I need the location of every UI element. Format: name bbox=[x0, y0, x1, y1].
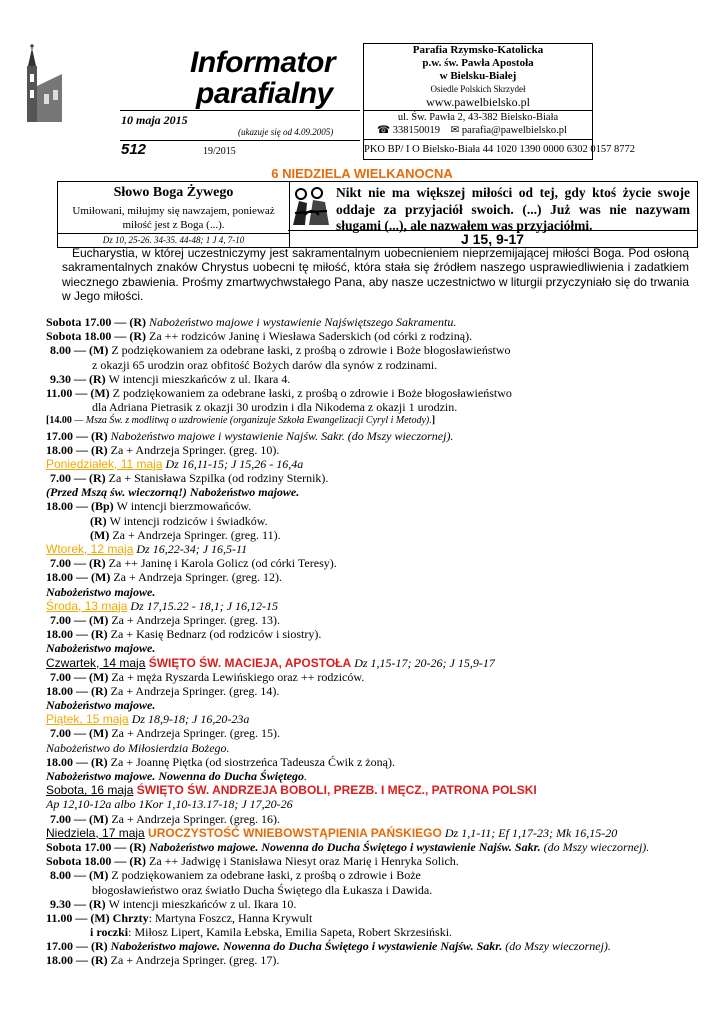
sunday-title: 6 NIEDZIELA WIELKANOCNA bbox=[271, 166, 453, 181]
list-item: Sobota 18.00 — (R) Za ++ Jadwigę i Stanisława Niesyt oraz Marię i Henryka Solich. bbox=[46, 854, 459, 869]
list-item: 18.00 — (R) Za + Kasię Bednarz (od rodziców i siostry). bbox=[46, 627, 322, 642]
gospel-quote: Nikt nie ma większej miłości od tej, gdy ktoś życie swoje oddaje za przyjaciół swoich. (...) Już was nie nazywam sługami (...), ale nazwałem was przyjaciółmi. bbox=[336, 185, 690, 233]
list-item: 11.00 — (M) Chrzty: Martyna Foszcz, Hanna Krywult bbox=[46, 910, 313, 925]
list-item: (M) Za + Andrzeja Springer. (greg. 11). bbox=[90, 527, 281, 542]
list-item: 7.00 — (M) Za + Andrzeja Springer. (greg. 13). bbox=[50, 612, 281, 627]
list-item: (R) W intencji rodziców i świadków. bbox=[90, 513, 268, 528]
list-item: Nabożeństwo majowe. bbox=[46, 641, 156, 656]
bank-account: PKO BP/ I O Bielsko-Biała 44 1020 1390 0000 6302 0157 8772 bbox=[363, 139, 593, 160]
word-of-god-box bbox=[57, 181, 290, 248]
bulletin-title-line1: Informator bbox=[190, 46, 335, 79]
list-item: 8.00 — (M) Z podziękowaniem za odebrane łaski, z prośbą o zdrowie i Boże bbox=[50, 868, 421, 883]
published-since: (ukazuje się od 4.09.2005) bbox=[238, 127, 334, 137]
list-item: 18.00 — (R) Za + Joannę Piętka (od siostrzeńca Tadeusza Ćwik z żoną). bbox=[46, 754, 395, 769]
list-item: 7.00 — (R) Za ++ Janinę i Karola Golicz (od córki Teresy). bbox=[50, 556, 337, 571]
day-heading-thursday: Czwartek, 14 maja ŚWIĘTO ŚW. MACIEJA, APOSTOŁA Dz 1,15-17; 20-26; J 15,9-17 bbox=[46, 655, 495, 670]
list-item: i roczki: Miłosz Lipert, Kamila Łebska, Emilia Sapeta, Robert Skrzesiński. bbox=[90, 925, 453, 940]
issue-date: 10 maja 2015 bbox=[121, 113, 188, 127]
parish-email[interactable]: parafia@pawelbielsko.pl bbox=[461, 125, 567, 136]
header-divider bbox=[120, 110, 360, 111]
list-item: Nabożeństwo majowe. bbox=[46, 584, 156, 599]
issue-number: 512 bbox=[121, 141, 147, 158]
list-item: 8.00 — (M) Z podziękowaniem za odebrane łaski, z prośbą o zdrowie i Boże błogosławieństwo bbox=[50, 343, 511, 358]
mass-schedule bbox=[46, 315, 706, 968]
parish-address: ul. Św. Pawła 2, 43-382 Bielsko-Biała bbox=[397, 112, 559, 123]
word-of-god-title: Słowo Boga Żywego bbox=[113, 185, 234, 200]
list-item: z okazji 65 urodzin oraz obfitość Bożych darów dla synów z rodzinami. bbox=[92, 357, 438, 372]
list-item: 18.00 — (R) Za + Andrzeja Springer. (greg. 14). bbox=[46, 683, 280, 698]
day-heading-saturday: Sobota, 16 maja ŚWIĘTO ŚW. ANDRZEJA BOBOLI, PREZB. I MĘCZ., PATRONA POLSKI bbox=[46, 783, 537, 798]
list-item: 7.00 — (M) Za + Andrzeja Springer. (greg. 16). bbox=[50, 811, 281, 826]
bulletin-title-line2: parafialny bbox=[196, 77, 333, 110]
list-item: 7.00 — (M) Za + męża Ryszarda Lewińskiego oraz ++ rodziców. bbox=[50, 669, 365, 684]
email-icon: ✉ bbox=[450, 125, 460, 136]
list-item: (Przed Mszą św. wieczorną!) Nabożeństwo majowe. bbox=[46, 485, 300, 500]
list-item: 18.00 — (M) Za + Andrzeja Springer. (greg. 12). bbox=[46, 570, 283, 585]
list-item: 7.00 — (R) Za + Stanisława Szpilka (od rodziny Sternik). bbox=[50, 471, 329, 486]
list-item: dla Adriana Pietrasik z okazji 30 urodzin i dla Nikodema z okazji 1 urodzin. bbox=[92, 400, 458, 415]
parish-city: w Bielsku-Białej bbox=[439, 70, 517, 82]
parish-patron: p.w. św. Pawła Apostoła bbox=[422, 57, 534, 69]
parish-phone: 338150019 bbox=[392, 125, 440, 136]
day-heading-friday: Piątek, 15 maja Dz 18,9-18; J 16,20-23a bbox=[46, 712, 250, 727]
day-heading-monday: Poniedziałek, 11 maja Dz 16,11-15; J 15,26 - 16,4a bbox=[46, 456, 304, 471]
list-item: 18.00 — (Bp) W intencji bierzmowańców. bbox=[46, 499, 252, 514]
list-item: 11.00 — (M) Z podziękowaniem za odebrane łaski, z prośbą o zdrowie i Boże błogosławieństwo bbox=[46, 385, 512, 400]
parish-info-box bbox=[363, 43, 593, 111]
list-item: Ap 12,10-12a albo 1Kor 1,10-13.17-18; J 17,20-26 bbox=[46, 797, 293, 812]
list-item: Sobota 17.00 — (R) Nabożeństwo majowe i wystawienie Najświętszego Sakramentu. bbox=[46, 315, 457, 329]
day-heading-wednesday: Środa, 13 maja Dz 17,15.22 - 18,1; J 16,12-15 bbox=[46, 598, 279, 613]
header-divider bbox=[120, 140, 360, 141]
list-item: 7.00 — (M) Za + Andrzeja Springer. (greg. 15). bbox=[50, 726, 281, 741]
list-item: Sobota 17.00 — (R) Nabożeństwo majowe. Nowenna do Ducha Świętego i wystawienie Najśw. Sakr. (do Mszy wieczornej). bbox=[46, 839, 650, 854]
list-item: błogosławieństwo oraz światło Ducha Świętego dla Łukasza i Dawida. bbox=[92, 882, 433, 897]
list-item: Nabożeństwo do Miłosierdzia Bożego. bbox=[46, 740, 230, 755]
parish-website[interactable]: www.pawelbielsko.pl bbox=[426, 95, 530, 109]
readings-reference: Dz 10, 25-26. 34-35. 44-48; 1 J 4, 7-10 bbox=[58, 233, 289, 247]
issue-week: 19/2015 bbox=[203, 146, 236, 157]
list-item: Nabożeństwo majowe. Nowenna do Ducha Świętego. bbox=[46, 769, 308, 783]
word-of-god-text: Umiłowani, miłujmy się nawzajem, ponieważ miłość jest z Boga (...). bbox=[72, 205, 275, 231]
list-item: 18.00 — (R) Za + Andrzeja Springer. (greg. 17). bbox=[46, 953, 280, 968]
list-item: Nabożeństwo majowe. bbox=[46, 698, 156, 713]
parish-name: Parafia Rzymsko-Katolicka bbox=[412, 44, 544, 56]
list-item: Sobota 18.00 — (R) Za ++ rodziców Janinę i Wiesława Saderskich (od córki z rodziną). bbox=[46, 329, 473, 344]
list-item: [14.00 — Msza Św. z modlitwą o uzdrowienie (organizuje Szkoła Ewangelizacji Cyryl i Metody).] bbox=[46, 415, 436, 427]
list-item: 17.00 — (R) Nabożeństwo majowe. Nowenna do Ducha Świętego i wystawienie Najśw. Sakr. (do Mszy wieczornej). bbox=[46, 939, 611, 954]
list-item: 9.30 — (R) W intencji mieszkańców z ul. Ikara 10. bbox=[50, 896, 297, 911]
gospel-quote-box bbox=[288, 181, 698, 248]
last-supper-illustration-icon bbox=[291, 185, 331, 229]
day-heading-sunday: Niedziela, 17 maja UROCZYSTOŚĆ WNIEBOWSTĄPIENIA PAŃSKIEGO Dz 1,1-11; Ef 1,17-23; Mk 16,15-20 bbox=[46, 825, 618, 840]
gospel-reference: J 15, 9-17 bbox=[288, 230, 697, 247]
parish-district: Osiedle Polskich Skrzydeł bbox=[430, 84, 526, 94]
intro-paragraph: Eucharystia, w której uczestniczymy jest sakramentalnym uobecnieniem nieprzemijającej miłości Boga. Pod osłoną sakramentalnych znaków Chrystus uobecni tę miłość, która stała się źródłem naszego usprawiedliwienia i zadatkiem wiecznego zbawienia. Prośmy zmartwychwstałego Pana, aby nasze uczestnictwo w liturgii przyczyniało się do trwania w Jego miłości. bbox=[62, 246, 689, 303]
day-heading-tuesday: Wtorek, 12 maja Dz 16,22-34; J 16,5-11 bbox=[46, 542, 248, 556]
list-item: 17.00 — (R) Nabożeństwo majowe i wystawienie Najśw. Sakr. (do Mszy wieczornej). bbox=[46, 428, 454, 443]
list-item: 9.30 — (R) W intencji mieszkańców z ul. Ikara 4. bbox=[50, 371, 291, 386]
church-icon bbox=[22, 44, 66, 124]
list-item: 18.00 — (R) Za + Andrzeja Springer. (greg. 10). bbox=[46, 442, 280, 457]
parish-contact-box bbox=[363, 110, 593, 140]
phone-icon: ☎ bbox=[377, 125, 391, 136]
